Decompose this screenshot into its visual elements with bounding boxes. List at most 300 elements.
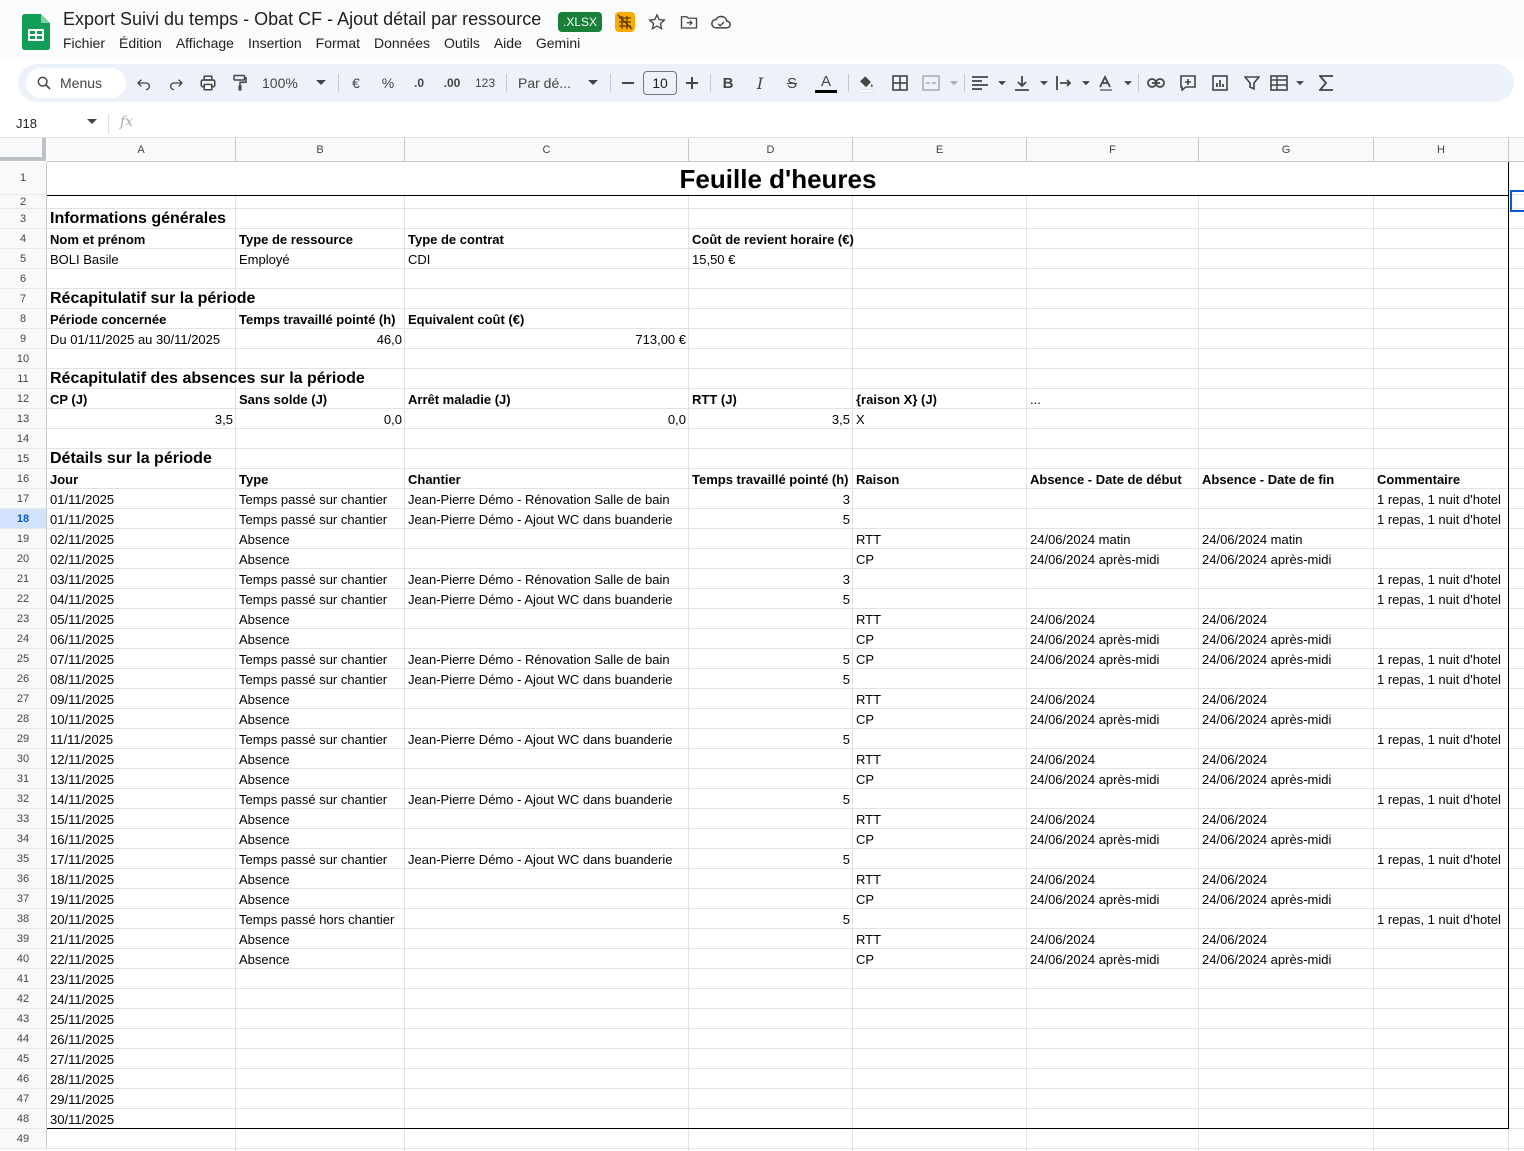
column-header-h[interactable]: H bbox=[1374, 138, 1509, 162]
details-cell[interactable]: 24/06/2024 bbox=[1202, 751, 1268, 767]
recap-header[interactable]: Equivalent coût (€) bbox=[408, 311, 525, 327]
details-cell[interactable]: 06/11/2025 bbox=[50, 631, 115, 647]
details-cell[interactable]: 24/06/2024 après-midi bbox=[1030, 831, 1160, 847]
details-header[interactable]: Raison bbox=[856, 471, 900, 487]
chevron-down-icon bbox=[1296, 81, 1304, 86]
details-cell[interactable]: 01/11/2025 bbox=[50, 491, 115, 507]
section-title-recap[interactable]: Récapitulatif sur la période bbox=[50, 290, 256, 307]
functions-icon[interactable] bbox=[1316, 70, 1336, 96]
font-size-input[interactable]: 10 bbox=[643, 71, 677, 95]
gridline-row bbox=[47, 1008, 1524, 1009]
details-cell[interactable]: Absence bbox=[239, 551, 290, 567]
details-cell[interactable]: 24/06/2024 après-midi bbox=[1202, 631, 1332, 647]
details-cell[interactable]: Absence bbox=[239, 611, 290, 627]
details-cell[interactable]: Absence bbox=[239, 811, 290, 827]
redo-icon[interactable] bbox=[166, 70, 186, 96]
row-header-19[interactable]: 19 bbox=[0, 529, 47, 549]
absence-value[interactable]: 0,0 bbox=[667, 411, 686, 427]
table-right-border bbox=[1508, 162, 1509, 1129]
row-header-13[interactable]: 13 bbox=[0, 409, 47, 429]
row-header-3[interactable]: 3 bbox=[0, 209, 47, 229]
details-cell[interactable]: 04/11/2025 bbox=[50, 591, 115, 607]
details-cell[interactable]: CP bbox=[856, 711, 875, 727]
details-cell[interactable]: 30/11/2025 bbox=[50, 1111, 115, 1127]
column-header-c[interactable]: C bbox=[405, 138, 689, 162]
details-cell[interactable]: 02/11/2025 bbox=[50, 531, 115, 547]
row-header-10[interactable]: 10 bbox=[0, 349, 47, 369]
row-header-37[interactable]: 37 bbox=[0, 889, 47, 909]
details-cell[interactable]: 23/11/2025 bbox=[50, 971, 115, 987]
sheets-logo-icon[interactable] bbox=[22, 14, 50, 50]
zoom-select[interactable] bbox=[262, 70, 326, 96]
table-view-icon[interactable] bbox=[1270, 70, 1304, 96]
details-cell[interactable]: RTT bbox=[856, 871, 882, 887]
info-value[interactable]: CDI bbox=[408, 251, 431, 267]
details-cell[interactable]: 24/06/2024 après-midi bbox=[1030, 951, 1160, 967]
recap-header[interactable]: Période concernée bbox=[50, 311, 167, 327]
details-cell[interactable]: 5 bbox=[842, 911, 850, 927]
vertical-align-icon[interactable] bbox=[1014, 70, 1048, 96]
spreadsheet-grid[interactable] bbox=[0, 138, 1524, 1151]
details-cell[interactable]: 24/06/2024 bbox=[1030, 691, 1096, 707]
details-cell[interactable]: Temps passé sur chantier bbox=[239, 731, 388, 747]
row-header-46[interactable]: 46 bbox=[0, 1069, 47, 1089]
column-header-extra[interactable] bbox=[1509, 138, 1524, 162]
details-cell[interactable]: 24/06/2024 après-midi bbox=[1030, 711, 1160, 727]
details-cell[interactable]: 02/11/2025 bbox=[50, 551, 115, 567]
gridline-row bbox=[47, 1088, 1524, 1089]
gridline-row bbox=[47, 1148, 1524, 1149]
title-bar bbox=[0, 0, 1524, 60]
gridline-row bbox=[47, 988, 1524, 989]
chevron-down-icon bbox=[950, 81, 958, 86]
absence-header[interactable]: CP (J) bbox=[50, 391, 88, 407]
row-header-24[interactable]: 24 bbox=[0, 629, 47, 649]
section-title-absences[interactable]: Récapitulatif des absences sur la période bbox=[50, 370, 365, 387]
row-header-41[interactable]: 41 bbox=[0, 969, 47, 989]
details-cell[interactable]: Absence bbox=[239, 711, 290, 727]
document-title[interactable]: Export Suivi du temps - Obat CF - Ajout détail par ressource bbox=[63, 9, 542, 29]
details-cell[interactable]: RTT bbox=[856, 691, 882, 707]
details-cell[interactable]: Absence bbox=[239, 831, 290, 847]
gridline-row bbox=[47, 288, 1524, 289]
details-cell[interactable]: Temps passé sur chantier bbox=[239, 791, 388, 807]
increase-decimal-button[interactable]: .00 bbox=[443, 76, 461, 90]
row-header-12[interactable]: 12 bbox=[0, 389, 47, 409]
details-cell[interactable]: 3 bbox=[842, 571, 850, 587]
info-value[interactable]: 15,50 € bbox=[692, 251, 736, 267]
details-cell[interactable]: 05/11/2025 bbox=[50, 611, 115, 627]
details-cell[interactable]: 03/11/2025 bbox=[50, 571, 115, 587]
info-header[interactable]: Type de contrat bbox=[408, 231, 504, 247]
recap-value[interactable]: 713,00 € bbox=[635, 331, 686, 347]
row-header-15[interactable]: 15 bbox=[0, 449, 47, 469]
details-cell[interactable]: 08/11/2025 bbox=[50, 671, 115, 687]
info-value[interactable]: Employé bbox=[239, 251, 290, 267]
details-cell[interactable]: 5 bbox=[842, 651, 850, 667]
row-header-35[interactable]: 35 bbox=[0, 849, 47, 869]
details-cell[interactable]: 09/11/2025 bbox=[50, 691, 115, 707]
details-cell[interactable]: 27/11/2025 bbox=[50, 1051, 115, 1067]
details-cell[interactable]: Absence bbox=[239, 871, 290, 887]
details-cell[interactable]: Absence bbox=[239, 751, 290, 767]
details-cell[interactable]: RTT bbox=[856, 751, 882, 767]
details-cell[interactable]: Temps passé sur chantier bbox=[239, 651, 388, 667]
menu-data[interactable]: Données bbox=[374, 35, 431, 51]
row-header-47[interactable]: 47 bbox=[0, 1089, 47, 1109]
absence-header[interactable]: {raison X} (J) bbox=[856, 391, 937, 407]
info-header[interactable]: Type de ressource bbox=[239, 231, 353, 247]
details-cell[interactable]: 1 repas, 1 nuit d'hotel bbox=[1377, 851, 1501, 867]
filter-icon[interactable] bbox=[1242, 70, 1262, 96]
row-header-23[interactable]: 23 bbox=[0, 609, 47, 629]
details-cell[interactable]: 24/06/2024 après-midi bbox=[1202, 711, 1332, 727]
horizontal-align-icon[interactable] bbox=[972, 70, 1006, 96]
details-cell[interactable]: 1 repas, 1 nuit d'hotel bbox=[1377, 651, 1501, 667]
menus-search-label: Menus bbox=[60, 75, 103, 91]
details-cell[interactable]: 24/06/2024 bbox=[1202, 871, 1268, 887]
details-cell[interactable]: 24/06/2024 bbox=[1202, 931, 1268, 947]
details-cell[interactable]: Temps passé hors chantier bbox=[239, 911, 395, 927]
row-header-27[interactable]: 27 bbox=[0, 689, 47, 709]
row-header-26[interactable]: 26 bbox=[0, 669, 47, 689]
details-cell[interactable]: 24/06/2024 bbox=[1030, 871, 1096, 887]
details-cell[interactable]: 19/11/2025 bbox=[50, 891, 115, 907]
column-header-d[interactable]: D bbox=[689, 138, 853, 162]
details-cell[interactable]: 24/06/2024 après-midi bbox=[1030, 651, 1160, 667]
chevron-down-icon bbox=[998, 81, 1006, 86]
details-cell[interactable]: 24/06/2024 matin bbox=[1030, 531, 1131, 547]
name-box[interactable]: J18 bbox=[16, 116, 37, 131]
row-header-43[interactable]: 43 bbox=[0, 1009, 47, 1029]
row-header-18[interactable]: 18 bbox=[0, 509, 47, 529]
details-header[interactable]: Type bbox=[239, 471, 269, 487]
row-header-4[interactable]: 4 bbox=[0, 229, 47, 249]
details-cell[interactable]: CP bbox=[856, 551, 875, 567]
absence-value[interactable]: 3,5 bbox=[831, 411, 850, 427]
details-cell[interactable]: Temps passé sur chantier bbox=[239, 491, 388, 507]
row-header-42[interactable]: 42 bbox=[0, 989, 47, 1009]
details-cell[interactable]: 24/06/2024 après-midi bbox=[1030, 551, 1160, 567]
details-cell[interactable]: 14/11/2025 bbox=[50, 791, 115, 807]
row-header-32[interactable]: 32 bbox=[0, 789, 47, 809]
details-cell[interactable]: 1 repas, 1 nuit d'hotel bbox=[1377, 731, 1501, 747]
row-header-39[interactable]: 39 bbox=[0, 929, 47, 949]
table-bottom-border bbox=[47, 1128, 1509, 1129]
percent-format-button[interactable]: % bbox=[381, 75, 395, 91]
row-header-45[interactable]: 45 bbox=[0, 1049, 47, 1069]
row-header-30[interactable]: 30 bbox=[0, 749, 47, 769]
toolbar-divider bbox=[964, 74, 965, 92]
details-cell[interactable]: 11/11/2025 bbox=[50, 731, 114, 747]
row-header-29[interactable]: 29 bbox=[0, 729, 47, 749]
details-header[interactable]: Temps travaillé pointé (h) bbox=[692, 471, 849, 487]
details-cell[interactable]: 24/06/2024 après-midi bbox=[1202, 831, 1332, 847]
details-cell[interactable]: 1 repas, 1 nuit d'hotel bbox=[1377, 571, 1501, 587]
details-cell[interactable]: 24/06/2024 après-midi bbox=[1202, 891, 1332, 907]
menu-gemini[interactable]: Gemini bbox=[535, 35, 581, 51]
font-family-select[interactable] bbox=[518, 70, 598, 96]
row-header-44[interactable]: 44 bbox=[0, 1029, 47, 1049]
details-header[interactable]: Absence - Date de fin bbox=[1202, 471, 1335, 487]
details-cell[interactable]: CP bbox=[856, 771, 875, 787]
text-rotation-icon[interactable] bbox=[1098, 70, 1132, 96]
menu-help[interactable]: Aide bbox=[493, 35, 522, 51]
borders-icon[interactable] bbox=[890, 70, 910, 96]
details-cell[interactable]: 1 repas, 1 nuit d'hotel bbox=[1377, 911, 1501, 927]
details-cell[interactable]: RTT bbox=[856, 531, 882, 547]
move-folder-icon[interactable] bbox=[678, 11, 700, 33]
column-header-b[interactable]: B bbox=[236, 138, 405, 162]
menu-format[interactable]: Format bbox=[315, 35, 360, 51]
details-cell[interactable]: Absence bbox=[239, 771, 290, 787]
details-cell[interactable]: 24/06/2024 après-midi bbox=[1030, 891, 1160, 907]
details-cell[interactable]: 1 repas, 1 nuit d'hotel bbox=[1377, 671, 1501, 687]
toolbar-divider bbox=[1138, 74, 1139, 92]
row-header-22[interactable]: 22 bbox=[0, 589, 47, 609]
details-cell[interactable]: 5 bbox=[842, 731, 850, 747]
font-size-decrease-icon[interactable] bbox=[620, 70, 636, 96]
details-cell[interactable]: Temps passé sur chantier bbox=[239, 671, 388, 687]
menus-search[interactable] bbox=[26, 68, 126, 98]
details-cell[interactable]: CP bbox=[856, 631, 875, 647]
details-cell[interactable]: Absence bbox=[239, 531, 290, 547]
absence-header[interactable]: Sans solde (J) bbox=[239, 391, 328, 407]
chevron-down-icon bbox=[588, 80, 598, 86]
menu-file[interactable]: Fichier bbox=[63, 35, 106, 51]
details-cell[interactable]: Jean-Pierre Démo - Ajout WC dans buanderie bbox=[408, 511, 673, 527]
row-header-40[interactable]: 40 bbox=[0, 949, 47, 969]
decrease-decimal-button[interactable]: .0 bbox=[413, 76, 424, 90]
details-cell[interactable]: 24/06/2024 bbox=[1030, 931, 1096, 947]
details-cell[interactable]: 18/11/2025 bbox=[50, 871, 115, 887]
details-cell[interactable]: Absence bbox=[239, 951, 290, 967]
row-header-25[interactable]: 25 bbox=[0, 649, 47, 669]
details-cell[interactable]: 5 bbox=[842, 791, 850, 807]
details-cell[interactable]: Jean-Pierre Démo - Rénovation Salle de bain bbox=[408, 651, 670, 667]
info-value[interactable]: BOLI Basile bbox=[50, 251, 119, 267]
insert-chart-icon[interactable] bbox=[1210, 70, 1230, 96]
row-header-1[interactable]: 1 bbox=[0, 162, 47, 195]
details-cell[interactable]: 07/11/2025 bbox=[50, 651, 115, 667]
details-header[interactable]: Jour bbox=[50, 471, 79, 487]
absence-value[interactable]: 3,5 bbox=[214, 411, 233, 427]
details-cell[interactable]: 3 bbox=[842, 491, 850, 507]
font-size-increase-icon[interactable] bbox=[684, 70, 700, 96]
details-header[interactable]: Commentaire bbox=[1377, 471, 1461, 487]
row-header-36[interactable]: 36 bbox=[0, 869, 47, 889]
insert-comment-icon[interactable] bbox=[1178, 70, 1198, 96]
details-cell[interactable]: 24/06/2024 bbox=[1202, 811, 1268, 827]
details-cell[interactable]: Temps passé sur chantier bbox=[239, 571, 388, 587]
details-cell[interactable]: Jean-Pierre Démo - Ajout WC dans buanderie bbox=[408, 851, 673, 867]
section-title-details[interactable]: Détails sur la période bbox=[50, 450, 212, 467]
details-cell[interactable]: RTT bbox=[856, 811, 882, 827]
row-header-14[interactable]: 14 bbox=[0, 429, 47, 449]
details-cell[interactable]: 24/06/2024 bbox=[1030, 751, 1096, 767]
details-cell[interactable]: 24/11/2025 bbox=[50, 991, 115, 1007]
details-cell[interactable]: 24/06/2024 bbox=[1202, 691, 1268, 707]
details-cell[interactable]: 1 repas, 1 nuit d'hotel bbox=[1377, 791, 1501, 807]
details-cell[interactable]: Jean-Pierre Démo - Ajout WC dans buanderie bbox=[408, 791, 673, 807]
section-title-general-info[interactable]: Informations générales bbox=[50, 210, 227, 227]
details-cell[interactable]: Absence bbox=[239, 631, 290, 647]
menu-tools[interactable]: Outils bbox=[444, 35, 480, 51]
star-icon[interactable] bbox=[646, 11, 668, 33]
details-cell[interactable]: 24/06/2024 matin bbox=[1202, 531, 1303, 547]
text-color-button[interactable] bbox=[814, 70, 838, 96]
details-cell[interactable]: 01/11/2025 bbox=[50, 511, 115, 527]
details-cell[interactable]: 24/06/2024 après-midi bbox=[1030, 631, 1160, 647]
row-header-11[interactable]: 11 bbox=[0, 369, 47, 389]
details-cell[interactable]: Temps passé sur chantier bbox=[239, 511, 388, 527]
absence-value[interactable]: 0,0 bbox=[383, 411, 402, 427]
gridline-column bbox=[1198, 195, 1199, 1151]
details-cell[interactable]: 24/06/2024 après-midi bbox=[1030, 771, 1160, 787]
row-header-5[interactable]: 5 bbox=[0, 249, 47, 269]
details-cell[interactable]: CP bbox=[856, 891, 875, 907]
details-cell[interactable]: Temps passé sur chantier bbox=[239, 591, 388, 607]
details-cell[interactable]: RTT bbox=[856, 611, 882, 627]
details-cell[interactable]: CP bbox=[856, 831, 875, 847]
details-cell[interactable]: 24/06/2024 après-midi bbox=[1202, 951, 1332, 967]
details-cell[interactable]: 13/11/2025 bbox=[50, 771, 115, 787]
details-cell[interactable]: 20/11/2025 bbox=[50, 911, 115, 927]
details-cell[interactable]: 24/06/2024 après-midi bbox=[1202, 771, 1332, 787]
menu-edit[interactable]: Édition bbox=[119, 35, 162, 51]
chevron-down-icon bbox=[1040, 81, 1048, 86]
details-cell[interactable]: 21/11/2025 bbox=[50, 931, 115, 947]
details-cell[interactable]: 5 bbox=[842, 671, 850, 687]
details-cell[interactable]: Jean-Pierre Démo - Ajout WC dans buanderie bbox=[408, 591, 673, 607]
info-header[interactable]: Coût de revient horaire (€) bbox=[692, 231, 854, 247]
column-header-e[interactable]: E bbox=[853, 138, 1027, 162]
office-file-icon[interactable] bbox=[614, 11, 636, 33]
details-cell[interactable]: 1 repas, 1 nuit d'hotel bbox=[1377, 491, 1501, 507]
recap-value[interactable]: 46,0 bbox=[376, 331, 402, 347]
details-cell[interactable]: RTT bbox=[856, 931, 882, 947]
absence-header[interactable]: ... bbox=[1030, 391, 1041, 407]
details-cell[interactable]: Jean-Pierre Démo - Rénovation Salle de bain bbox=[408, 491, 670, 507]
details-cell[interactable]: 1 repas, 1 nuit d'hotel bbox=[1377, 511, 1501, 527]
details-cell[interactable]: CP bbox=[856, 951, 875, 967]
details-cell[interactable]: 24/06/2024 après-midi bbox=[1202, 551, 1332, 567]
column-header-a[interactable]: A bbox=[47, 138, 236, 162]
column-header-f[interactable]: F bbox=[1027, 138, 1199, 162]
gridline-row bbox=[47, 1048, 1524, 1049]
row-header-2[interactable]: 2 bbox=[0, 195, 47, 209]
row-header-17[interactable]: 17 bbox=[0, 489, 47, 509]
details-cell[interactable]: 15/11/2025 bbox=[50, 811, 115, 827]
details-header[interactable]: Chantier bbox=[408, 471, 461, 487]
details-cell[interactable]: Jean-Pierre Démo - Rénovation Salle de bain bbox=[408, 571, 670, 587]
details-cell[interactable]: 12/11/2025 bbox=[50, 751, 115, 767]
row-header-8[interactable]: 8 bbox=[0, 309, 47, 329]
row-header-9[interactable]: 9 bbox=[0, 329, 47, 349]
strikethrough-button[interactable]: S bbox=[786, 74, 797, 92]
details-cell[interactable]: 5 bbox=[842, 851, 850, 867]
details-cell[interactable]: 24/06/2024 bbox=[1202, 611, 1268, 627]
chevron-down-icon bbox=[316, 80, 326, 86]
absence-header[interactable]: Arrêt maladie (J) bbox=[408, 391, 511, 407]
insert-link-icon[interactable] bbox=[1146, 70, 1166, 96]
fx-icon: fx bbox=[120, 114, 134, 130]
details-cell[interactable]: 24/06/2024 bbox=[1030, 811, 1096, 827]
details-cell[interactable]: 1 repas, 1 nuit d'hotel bbox=[1377, 591, 1501, 607]
row-header-7[interactable]: 7 bbox=[0, 289, 47, 309]
column-header-g[interactable]: G bbox=[1199, 138, 1374, 162]
cloud-status-icon[interactable] bbox=[710, 11, 732, 33]
row-header-48[interactable]: 48 bbox=[0, 1109, 47, 1129]
info-header[interactable]: Nom et prénom bbox=[50, 231, 146, 247]
recap-value[interactable]: Du 01/11/2025 au 30/11/2025 bbox=[50, 331, 221, 347]
details-cell[interactable]: 17/11/2025 bbox=[50, 851, 115, 867]
menu-insert[interactable]: Insertion bbox=[247, 35, 302, 51]
menu-bar bbox=[63, 35, 594, 51]
row-header-49[interactable]: 49 bbox=[0, 1129, 47, 1149]
menu-view[interactable]: Affichage bbox=[175, 35, 234, 51]
gridline-row bbox=[47, 368, 1524, 369]
chevron-down-icon[interactable] bbox=[87, 119, 97, 125]
paint-format-icon[interactable] bbox=[230, 70, 250, 96]
recap-header[interactable]: Temps travaillé pointé (h) bbox=[239, 311, 396, 327]
absence-value[interactable]: X bbox=[856, 411, 865, 427]
details-cell[interactable]: Jean-Pierre Démo - Ajout WC dans buanderie bbox=[408, 731, 673, 747]
undo-icon[interactable] bbox=[134, 70, 154, 96]
details-cell[interactable]: Absence bbox=[239, 891, 290, 907]
merge-cells-icon[interactable] bbox=[922, 70, 958, 96]
details-cell[interactable]: 24/06/2024 bbox=[1030, 611, 1096, 627]
row-header-31[interactable]: 31 bbox=[0, 769, 47, 789]
details-cell[interactable]: Absence bbox=[239, 691, 290, 707]
row-header-21[interactable]: 21 bbox=[0, 569, 47, 589]
zoom-value: 100% bbox=[262, 75, 298, 91]
details-cell[interactable]: CP bbox=[856, 651, 875, 667]
number-format-button[interactable]: 123 bbox=[474, 76, 496, 90]
currency-format-button[interactable]: € bbox=[352, 75, 360, 91]
details-cell[interactable]: 29/11/2025 bbox=[50, 1091, 115, 1107]
details-cell[interactable]: Jean-Pierre Démo - Ajout WC dans buanderie bbox=[408, 671, 673, 687]
sheet-title[interactable]: Feuille d'heures bbox=[47, 162, 1509, 195]
row-header-28[interactable]: 28 bbox=[0, 709, 47, 729]
details-cell[interactable]: 10/11/2025 bbox=[50, 711, 115, 727]
details-cell[interactable]: 16/11/2025 bbox=[50, 831, 115, 847]
details-cell[interactable]: 28/11/2025 bbox=[50, 1071, 115, 1087]
absence-header[interactable]: RTT (J) bbox=[692, 391, 737, 407]
details-header[interactable]: Absence - Date de début bbox=[1030, 471, 1182, 487]
row-header-16[interactable]: 16 bbox=[0, 469, 47, 489]
select-all-corner[interactable] bbox=[0, 138, 46, 161]
text-wrap-icon[interactable] bbox=[1056, 70, 1090, 96]
row-header-34[interactable]: 34 bbox=[0, 829, 47, 849]
print-icon[interactable] bbox=[198, 70, 218, 96]
details-cell[interactable]: Temps passé sur chantier bbox=[239, 851, 388, 867]
row-header-6[interactable]: 6 bbox=[0, 269, 47, 289]
details-cell[interactable]: 5 bbox=[842, 511, 850, 527]
details-cell[interactable]: 22/11/2025 bbox=[50, 951, 115, 967]
row-header-38[interactable]: 38 bbox=[0, 909, 47, 929]
fill-color-icon[interactable] bbox=[856, 70, 876, 96]
details-cell[interactable]: 5 bbox=[842, 591, 850, 607]
details-cell[interactable]: 26/11/2025 bbox=[50, 1031, 115, 1047]
italic-button[interactable]: I bbox=[756, 73, 764, 93]
row-header-20[interactable]: 20 bbox=[0, 549, 47, 569]
bold-button[interactable]: B bbox=[722, 74, 734, 92]
details-cell[interactable]: Absence bbox=[239, 931, 290, 947]
row-header-33[interactable]: 33 bbox=[0, 809, 47, 829]
details-cell[interactable]: 25/11/2025 bbox=[50, 1011, 115, 1027]
details-cell[interactable]: 24/06/2024 après-midi bbox=[1202, 651, 1332, 667]
